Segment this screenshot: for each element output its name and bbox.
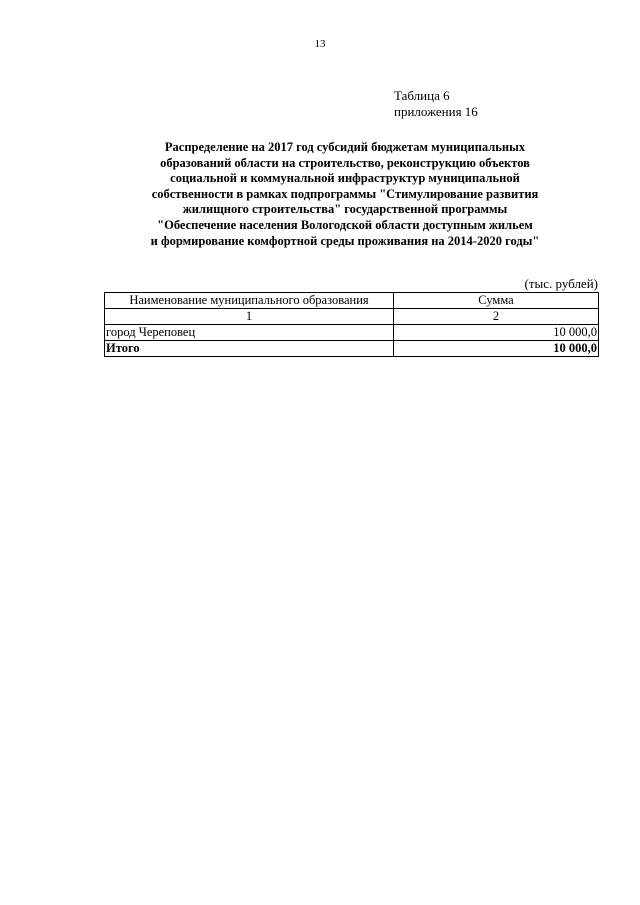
title-line: и формирование комфортной среды проживания на 2014-2020 годы" [150,233,540,248]
title-line: социальной и коммунальной инфраструктур муниципальной [170,171,520,186]
table-column-number-row [105,309,599,325]
title-line: собственности в рамках подпрограммы "Стимулирование развития [151,186,539,201]
table-header-row [105,293,599,309]
row-municipality: город Череповец [105,325,394,341]
total-label: Итого [105,341,394,357]
distribution-table [104,292,599,357]
title-line: Распределение на 2017 год субсидий бюджетам муниципальных [164,140,526,154]
table-total-row [105,341,599,357]
column-number-1: 1 [105,309,394,325]
title-line: образований области на строительство, реконструкцию объектов [160,155,530,170]
page-number: 13 [314,38,326,50]
table-reference-line-2: приложения 16 [394,104,478,119]
table-row [105,325,599,341]
title-line: жилищного строительства" государственной программы [182,202,508,217]
total-amount: 10 000,0 [394,341,599,357]
units-label: (тыс. рублей) [524,276,598,291]
document-title [110,140,580,249]
table-reference-line-1: Таблица 6 [394,88,450,103]
row-amount: 10 000,0 [394,325,599,341]
header-amount: Сумма [394,293,599,309]
table-reference [394,88,478,120]
column-number-2: 2 [394,309,599,325]
header-municipality: Наименование муниципального образования [105,293,394,309]
title-line: "Обеспечение населения Вологодской области доступным жильем [157,217,533,232]
